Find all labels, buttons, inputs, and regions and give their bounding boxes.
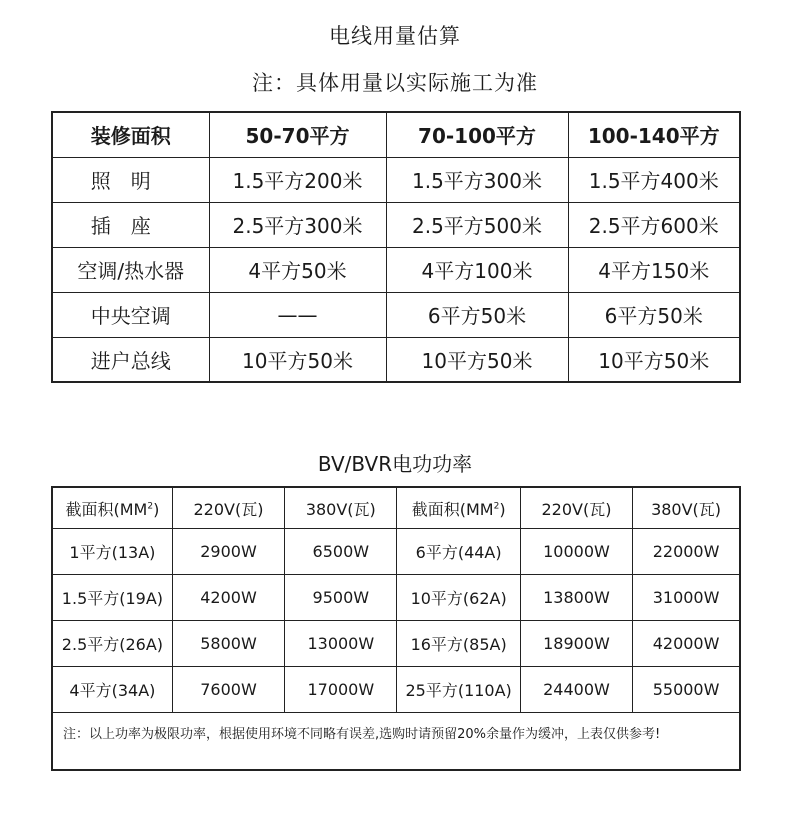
- table-note: 注：以上功率为极限功率，根据使用环境不同略有误差,选购时请预留20%余量作为缓冲，上表仅供参考!: [52, 713, 740, 771]
- table-cell: 16平方(85A): [397, 621, 520, 667]
- table-cell: 25平方(110A): [397, 667, 520, 713]
- header-cell: 380V(瓦): [633, 487, 740, 529]
- table-cell: 24400W: [520, 667, 632, 713]
- page-title: 电线用量估算: [329, 24, 461, 48]
- table-cell: 17000W: [285, 667, 397, 713]
- table-row: [52, 621, 740, 667]
- header-cell: 装修面积: [52, 112, 209, 157]
- table-cell: 1.5平方400米: [568, 157, 740, 202]
- header-cell: 380V(瓦): [285, 487, 397, 529]
- table-cell: 1平方(13A): [52, 529, 172, 575]
- table-cell: 10平方50米: [568, 337, 740, 382]
- table-row: [52, 157, 740, 202]
- table-cell: 18900W: [520, 621, 632, 667]
- table-cell: 10000W: [520, 529, 632, 575]
- table-cell: 10平方(62A): [397, 575, 520, 621]
- header-cell: 70-100平方: [386, 112, 568, 157]
- table-row: [52, 292, 740, 337]
- power-table-title: BV/BVR电功功率: [317, 452, 473, 476]
- table-cell: 4平方50米: [209, 247, 386, 292]
- header-cell: 100-140平方: [568, 112, 740, 157]
- table-header-row: [52, 112, 740, 157]
- page-subtitle: 注：具体用量以实际施工为准: [252, 71, 538, 95]
- table-cell: 6500W: [285, 529, 397, 575]
- table-cell: 10平方50米: [386, 337, 568, 382]
- power-table: [51, 486, 741, 771]
- table-row: [52, 667, 740, 713]
- header-cell: 220V(瓦): [520, 487, 632, 529]
- table-cell: 10平方50米: [209, 337, 386, 382]
- table-row: [52, 575, 740, 621]
- table-cell: 7600W: [172, 667, 284, 713]
- table-cell: 4平方100米: [386, 247, 568, 292]
- table-cell: 5800W: [172, 621, 284, 667]
- row-label: 插座: [52, 202, 209, 247]
- table-cell: 4平方(34A): [52, 667, 172, 713]
- table-cell: ——: [209, 292, 386, 337]
- table-cell: 1.5平方300米: [386, 157, 568, 202]
- table-cell: 2.5平方600米: [568, 202, 740, 247]
- table-cell: 13000W: [285, 621, 397, 667]
- table-cell: 42000W: [633, 621, 740, 667]
- row-label: 照明: [52, 157, 209, 202]
- row-label: 进户总线: [52, 337, 209, 382]
- table-row: [52, 529, 740, 575]
- table-cell: 6平方50米: [568, 292, 740, 337]
- header-cell: 截面积$(MM^2)$: [397, 487, 520, 529]
- table-cell: 1.5平方(19A): [52, 575, 172, 621]
- header-cell: 220V(瓦): [172, 487, 284, 529]
- table-header-row: [52, 487, 740, 529]
- table-row: [52, 337, 740, 382]
- table-cell: 2.5平方300米: [209, 202, 386, 247]
- table-cell: 31000W: [633, 575, 740, 621]
- table-cell: 6平方(44A): [397, 529, 520, 575]
- wire-usage-table: [51, 111, 741, 383]
- table-cell: 2.5平方(26A): [52, 621, 172, 667]
- table-cell: 13800W: [520, 575, 632, 621]
- table-cell: 4平方150米: [568, 247, 740, 292]
- table-cell: 55000W: [633, 667, 740, 713]
- table-cell: 1.5平方200米: [209, 157, 386, 202]
- table-cell: 9500W: [285, 575, 397, 621]
- table-cell: 2.5平方500米: [386, 202, 568, 247]
- table-cell: 2900W: [172, 529, 284, 575]
- row-label: 中央空调: [52, 292, 209, 337]
- row-label: 空调/热水器: [52, 247, 209, 292]
- table-row: [52, 202, 740, 247]
- table-cell: 4200W: [172, 575, 284, 621]
- table-cell: 6平方50米: [386, 292, 568, 337]
- table-row: [52, 247, 740, 292]
- header-cell: 50-70平方: [209, 112, 386, 157]
- table-cell: 22000W: [633, 529, 740, 575]
- note-row: [52, 713, 740, 771]
- header-cell: 截面积$(MM^2)$: [52, 487, 172, 529]
